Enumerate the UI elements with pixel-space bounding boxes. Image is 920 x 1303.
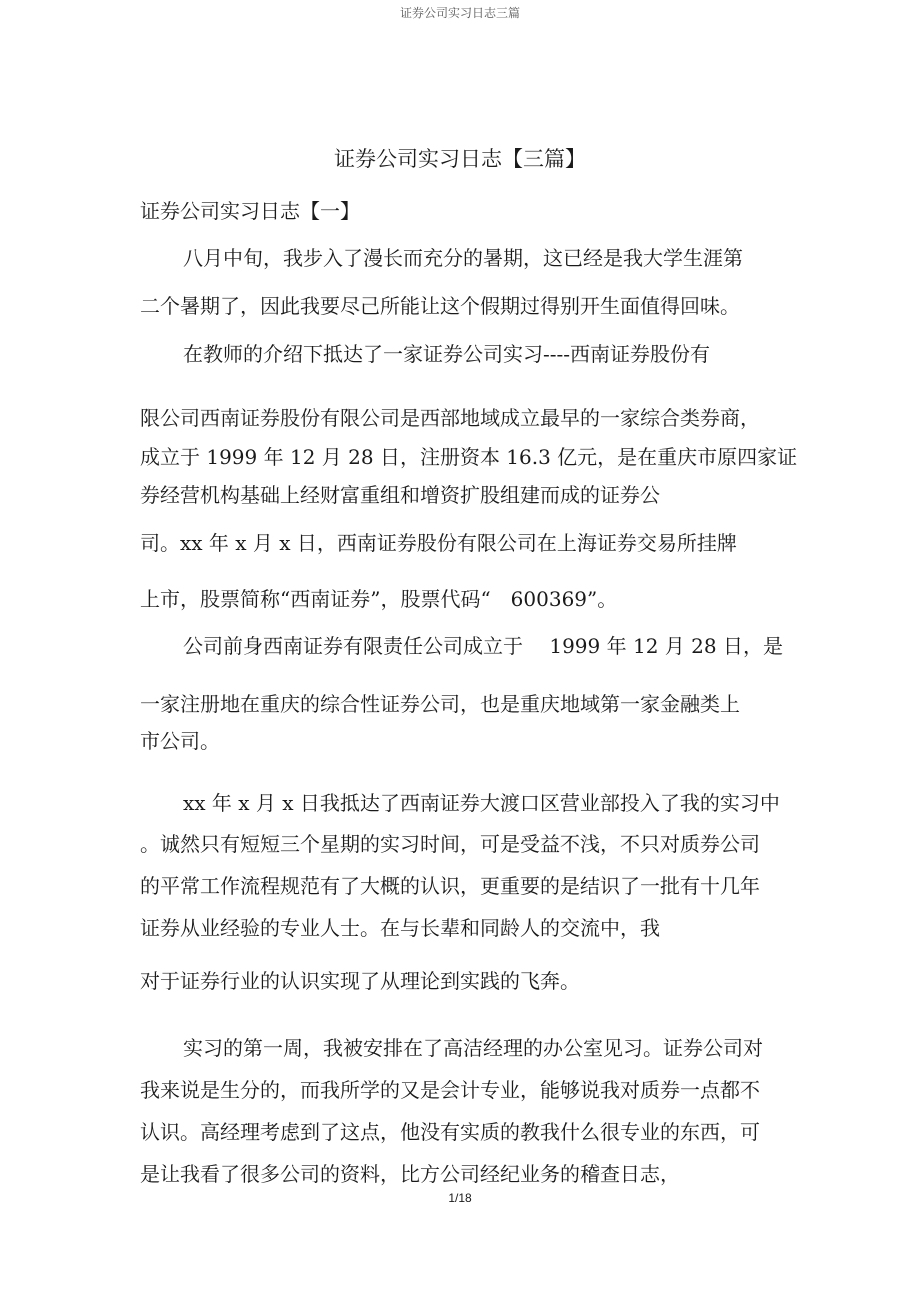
paragraph-line: 公司前身西南证券有限责任公司成立于 1999 年 12 月 28 日，是	[183, 634, 783, 658]
paragraph-line: 的平常工作流程规范有了大概的认识，更重要的是结识了一批有十几年	[140, 874, 760, 898]
paragraph-line: 是让我看了很多公司的资料，比方公司经纪业务的稽查日志，	[140, 1162, 680, 1186]
paragraph-line: 二个暑期了，因此我要尽己所能让这个假期过得别开生面值得回味。	[140, 294, 740, 318]
paragraph-line: 。诚然只有短短三个星期的实习时间，可是受益不浅，不只对质券公司	[140, 832, 760, 856]
paragraph-line: 市公司。	[140, 729, 220, 753]
paragraph-line: 限公司西南证券股份有限公司是西部地域成立最早的一家综合类券商，	[140, 406, 760, 430]
paragraph-line: 在教师的介绍下抵达了一家证券公司实习----西南证券股份有	[183, 342, 711, 366]
paragraph-line: 我来说是生分的，而我所学的又是会计专业，能够说我对质券一点都不	[140, 1078, 760, 1102]
paragraph-line: 一家注册地在重庆的综合性证券公司，也是重庆地域第一家金融类上	[140, 692, 740, 716]
paragraph-line: 对于证券行业的认识实现了从理论到实践的飞奔。	[140, 969, 580, 993]
paragraph-line: 成立于 1999 年 12 月 28 日，注册资本 16.3 亿元，是在重庆市原四家证	[140, 445, 798, 469]
paragraph-line: 证券从业经验的专业人士。在与长辈和同龄人的交流中，我	[140, 916, 660, 940]
paragraph-line: 司。xx 年 x 月 x 日，西南证券股份有限公司在上海证券交易所挂牌	[140, 531, 737, 555]
paragraph-line: 八月中旬，我步入了漫长而充分的暑期，这已经是我大学生涯第	[183, 246, 743, 270]
document-title: 证券公司实习日志【三篇】	[334, 147, 586, 171]
page-number: 1/18	[448, 1191, 472, 1205]
paragraph-line: xx 年 x 月 x 日我抵达了西南证券大渡口区营业部投入了我的实习中	[183, 791, 780, 815]
running-header: 证券公司实习日志三篇	[399, 6, 520, 20]
paragraph-line: 上市，股票简称“西南证券”，股票代码“ 600369”。	[140, 587, 618, 611]
paragraph-line: 认识。高经理考虑到了这点，他没有实质的教我什么很专业的东西，可	[140, 1120, 760, 1144]
paragraph-line: 券经营机构基础上经财富重组和增资扩股组建而成的证券公	[140, 483, 660, 507]
paragraph-line: 实习的第一周，我被安排在了高洁经理的办公室见习。证券公司对	[183, 1036, 763, 1060]
section-heading: 证券公司实习日志【一】	[140, 199, 360, 223]
